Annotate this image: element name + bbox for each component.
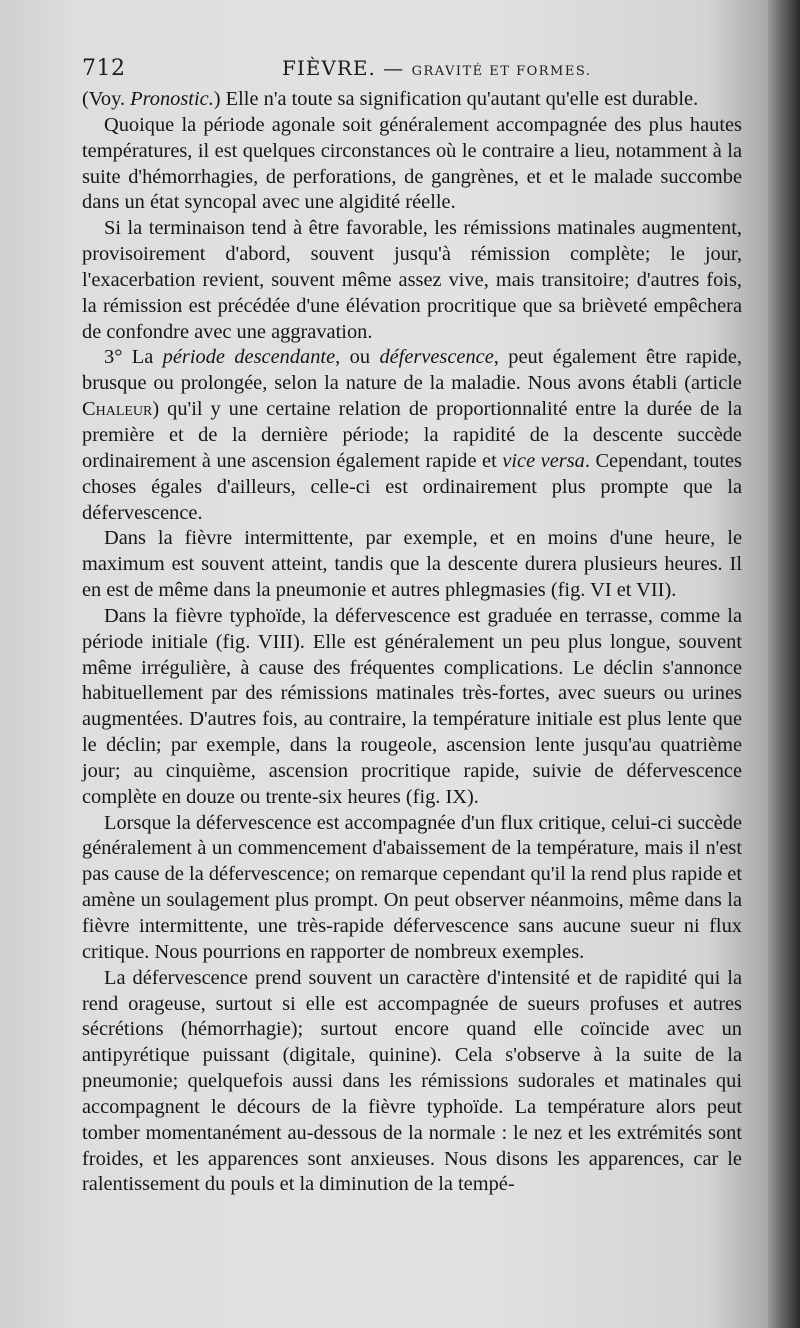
running-title-main: FIÈVRE. [282, 56, 376, 80]
paragraph-critical-flux: Lorsque la défervescence est accompagnée d'un flux critique, celui-ci succède généralement à un commencement d'abaissement de la température, mais il n'est pas cause de la défervescence; on remarque cependant qu'il la rend plus rapide et amène un soulagement plus prompt. On peut observer néanmoins, même dans la fièvre intermittente, une très-rapide défervescence sans aucune sueur ni flux critique. Nous pourrions en rapporter de nombreux exemples. [82, 811, 742, 963]
running-title-dash: — [383, 56, 405, 80]
paragraph-text: . Cependant, toutes choses égales d'ailleurs, celle-ci est ordinairement plus prompte que la défervescence. [82, 449, 742, 524]
paragraph-text: 3° La [104, 346, 163, 369]
running-head [82, 52, 742, 86]
paragraph-agonal-period: Quoique la période agonale soit généralement accompagnée des plus hautes températures, il est quelques circonstances où le contraire a lieu, notamment à la suite d'hémorrhagies, de perforations, de gangrènes, et et le malade succombe dans un état syncopal avec une algidité réelle. [82, 113, 742, 214]
paragraph-typhoid-fever: Dans la fièvre typhoïde, la défervescence est graduée en terrasse, comme la période initiale (fig. VIII). Elle est généralement un peu plus longue, souvent même irrégulière, à cause des fréquentes complications. Le déclin s'annonce habituellement par des rémissions matinales très-fortes, avec sueurs ou urines augmentées. D'autres fois, au contraire, la température initiale est plus lente que le déclin; par exemple, dans la rougeole, ascension lente jusqu'au quatrième jour; au cinquième, ascension procritique rapide, suivie de défervescence complète en douze ou trente-six heures (fig. IX). [82, 604, 742, 808]
page-number: 712 [82, 56, 126, 81]
italic-term: vice versa [502, 449, 585, 472]
paragraph-text: (Voy. [82, 88, 131, 110]
body-text [82, 87, 742, 1198]
paragraph-continuation [82, 87, 742, 113]
paragraph-intermittent-fever: Dans la fièvre intermittente, par exemple, et en moins d'une heure, le maximum est souvent atteint, tandis que la descente durera plusieurs heures. Il en est de même dans la pneumonie et autres phlegmasies (fig. VI et VII). [82, 527, 742, 602]
italic-term: période descendante [162, 346, 336, 369]
page-edge-shadow [768, 0, 800, 1328]
running-title [282, 56, 591, 80]
small-caps-reference: Chaleur [82, 398, 153, 421]
italic-reference: Pronostic. [130, 88, 214, 110]
paragraph-descending-period [82, 345, 742, 526]
running-title-subtitle: GRAVITÉ ET FORMES. [411, 64, 592, 79]
paragraph-stormy-defervescence: La défervescence prend souvent un caractère d'intensité et de rapidité qui la rend orageuse, surtout si elle est accompagnée de sueurs profuses et autres sécrétions (hémorrhagie); surtout encore quand elle coïncide avec un antipyrétique puissant (digitale, quinine). Cela s'observe à la suite de la pneumonie; quelquefois aussi dans les rémissions sudorales et matinales qui accompagnent le décours de la fièvre typhoïde. La température alors peut tomber momentanément au-dessous de la normale : le nez et les extrémités sont froides, et les apparences sont anxieuses. Nous disons les apparences, car le ralentissement du pouls et la diminution de la tempé- [82, 966, 742, 1196]
italic-term: défervescence [379, 346, 494, 369]
paragraph-text: , ou [335, 346, 380, 369]
paragraph-favorable-termination: Si la terminaison tend à être favorable, les rémissions matinales augmentent, provisoirement d'abord, souvent jusqu'à rémission complète; le jour, l'exacerbation revient, souvent même assez vive, mais transitoire; d'autres fois, la rémission est précédée d'une élévation procritique que sa brièveté empêchera de confondre avec une aggravation. [82, 217, 742, 343]
paragraph-text: ) Elle n'a toute sa signification qu'autant qu'elle est durable. [213, 88, 699, 110]
paragraph-text: ) qu'il y une certaine relation de proportionnalité entre la durée de la première et de la dernière période; la rapidité de la descente succède ordinairement à une ascension également rapide et [82, 398, 742, 472]
paragraph-text: , peut également être rapide, brusque ou prolongée, selon la nature de la maladie. Nous avons établi (article [82, 346, 742, 395]
